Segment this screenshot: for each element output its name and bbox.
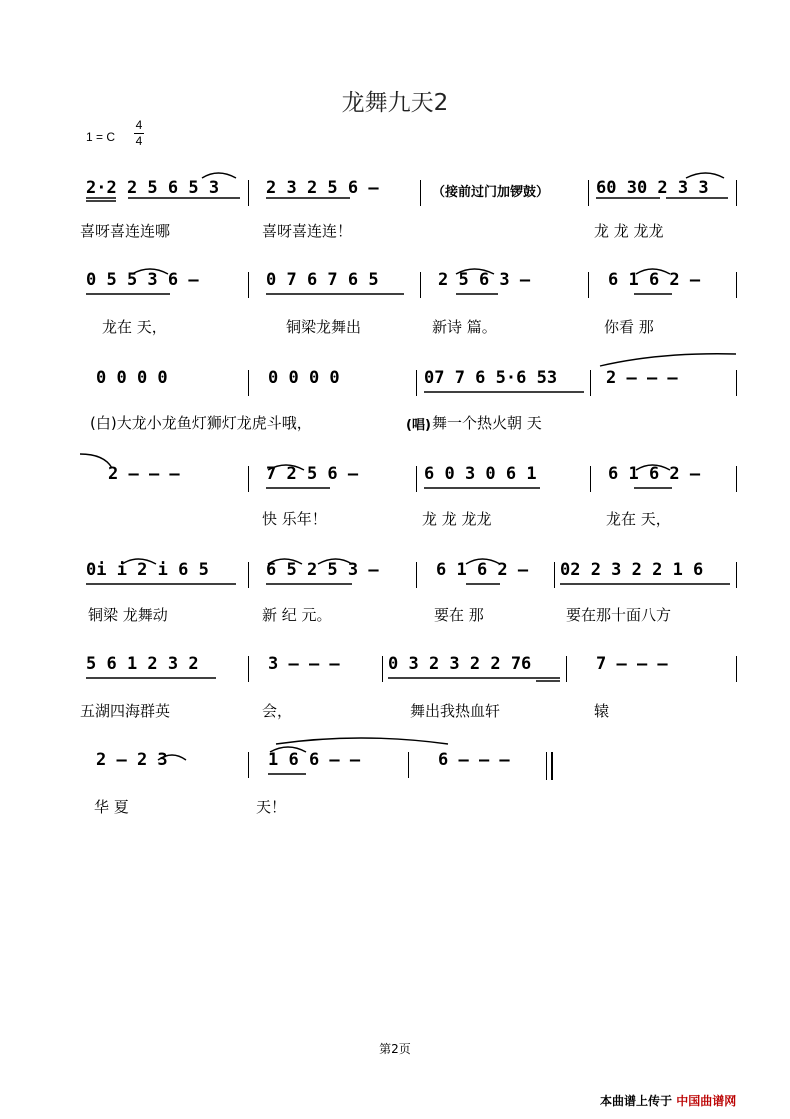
lyric-text: 新 纪 元。 bbox=[262, 606, 332, 624]
lyric-text: 五湖四海群英 bbox=[80, 702, 171, 720]
lyric-text: 铜梁龙舞出 bbox=[286, 318, 362, 336]
measure-notes: 6 1 6 2 – bbox=[436, 560, 529, 580]
measure-notes: 0 0 0 0 bbox=[96, 368, 168, 388]
measure-notes: 2 – – – bbox=[606, 368, 678, 388]
page-title: 龙舞九天2 bbox=[341, 90, 449, 116]
measure-notes: 0i i 2 i 6 5 bbox=[86, 560, 209, 580]
measure-notes: 7 – – – bbox=[596, 654, 668, 674]
measure-notes: 2 5 6 3 – bbox=[438, 270, 531, 290]
measure-notes: 6 5 2 5 3 – bbox=[266, 560, 379, 580]
lyric-text: 龙在 天， bbox=[606, 510, 671, 528]
measure-notes: 60 30 2 3 3 bbox=[596, 178, 709, 198]
footer-text: 本曲谱上传于 bbox=[600, 1094, 673, 1108]
measure-notes: 0 0 0 0 bbox=[268, 368, 340, 388]
measure-notes: 0 7 6 7 6 5 bbox=[266, 270, 379, 290]
lyric-text: 天！ bbox=[256, 798, 287, 816]
page-number: 第2页 bbox=[379, 1042, 411, 1056]
measure-notes: 6 1 6 2 – bbox=[608, 464, 701, 484]
measure-notes: 5 6 1 2 3 2 bbox=[86, 654, 199, 674]
site-logo: 中国曲谱网 bbox=[676, 1094, 737, 1108]
lyric-text: 铜梁 龙舞动 bbox=[88, 606, 168, 624]
measure-notes: 1 6 6 – – bbox=[268, 750, 361, 770]
lyric-text: 你看 那 bbox=[604, 318, 654, 336]
lyric-text: 华 夏 bbox=[94, 798, 129, 816]
lyric-text: 新诗 篇。 bbox=[432, 318, 497, 336]
measure-notes: 6 1 6 2 – bbox=[608, 270, 701, 290]
measure-notes: 07 7 6 5·6 53 bbox=[424, 368, 558, 388]
footer-credit bbox=[600, 1092, 736, 1109]
lyric-text: 喜呀喜连连哪 bbox=[80, 222, 171, 240]
lyric-text: (唱) bbox=[406, 418, 431, 433]
lyric-text: 辕 bbox=[594, 702, 610, 720]
time-signature-top: 4 bbox=[135, 118, 143, 132]
measure-notes: 7 2 5 6 – bbox=[266, 464, 359, 484]
measure-notes: 0 5 5 3 6 – bbox=[86, 270, 199, 290]
lyric-text: 快 乐年！ bbox=[262, 510, 327, 528]
measure-notes: 02 2 3 2 2 1 6 bbox=[560, 560, 704, 580]
measure-notes: 2 – 2 3 bbox=[96, 750, 168, 770]
key-signature: 1 = C bbox=[86, 130, 116, 144]
lyric-text: 龙 龙 龙龙 bbox=[594, 222, 664, 240]
measure-notes: 2 3 2 5 6 – bbox=[266, 178, 379, 198]
lyric-text: 龙在 天， bbox=[102, 318, 167, 336]
performance-annotation: （接前过门加锣鼓） bbox=[432, 185, 550, 200]
time-signature-bottom: 4 bbox=[135, 134, 143, 148]
measure-notes: 6 0 3 0 6 1 bbox=[424, 464, 537, 484]
lyric-text: 要在 那 bbox=[434, 606, 484, 624]
lyric-text: 喜呀喜连连！ bbox=[262, 222, 353, 240]
lyric-text: (白)大龙小龙鱼灯狮灯龙虎斗哦， bbox=[90, 414, 312, 432]
measure-notes: 3 – – – bbox=[268, 654, 340, 674]
lyric-text: 会， bbox=[262, 702, 293, 720]
measure-notes: 0 3 2 3 2 2 76 bbox=[388, 654, 532, 674]
measure-notes: 2 – – – bbox=[108, 464, 180, 484]
lyric-text: 龙 龙 龙龙 bbox=[422, 510, 492, 528]
lyric-text: 舞出我热血轩 bbox=[410, 702, 501, 720]
lyric-text: 要在那十面八方 bbox=[566, 606, 672, 624]
measure-notes: 6 – – – bbox=[438, 750, 510, 770]
lyric-text: 舞一个热火朝 天 bbox=[432, 414, 542, 432]
measure-notes: 2·2 2 5 6 5 3 bbox=[86, 178, 220, 198]
